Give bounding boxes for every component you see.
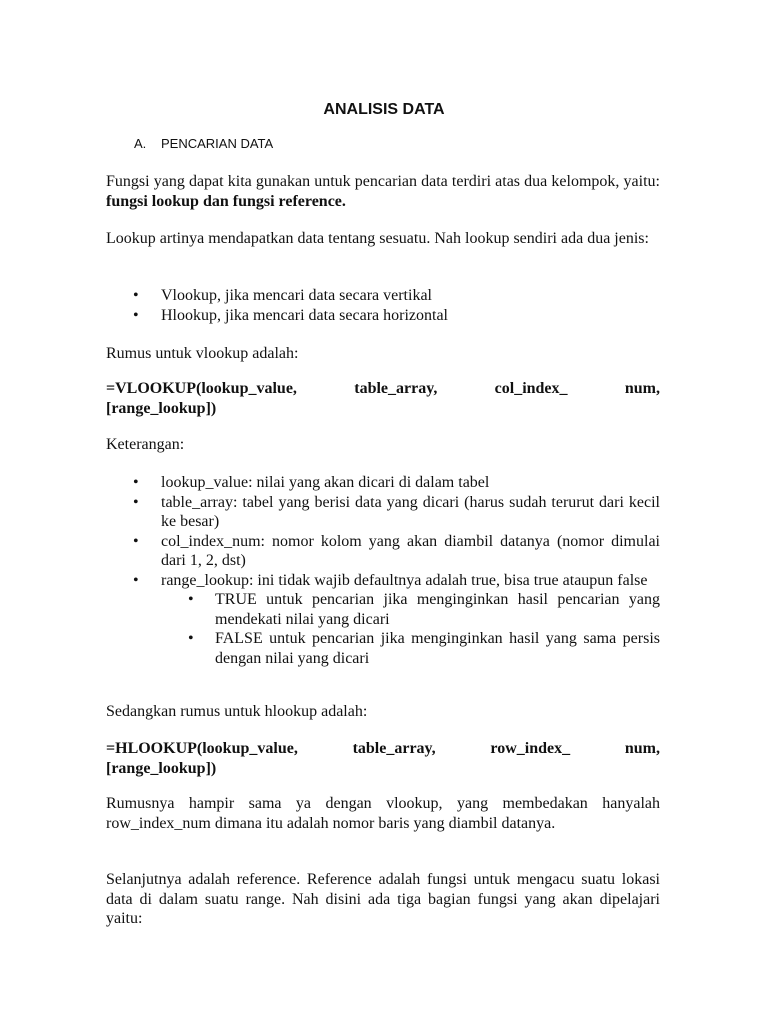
bullet-icon: • xyxy=(188,630,194,647)
keterangan-label: Keterangan: xyxy=(106,436,185,453)
list-item: • col_index_num: nomor kolom yang akan diambil datanya (nomor dimulai dari 1, 2, dst) xyxy=(133,532,660,569)
lookup-paragraph: Lookup artinya mendapatkan data tentang sesuatu. Nah lookup sendiri ada dua jenis: xyxy=(106,230,649,247)
vlookup-intro: Rumus untuk vlookup adalah: xyxy=(106,345,299,362)
bullet-icon: • xyxy=(188,591,194,608)
bullet-icon: • xyxy=(133,532,139,550)
list-item: • TRUE untuk pencarian jika menginginkan hasil pencarian yang mendekati nilai yang dicari xyxy=(188,591,660,628)
list-item: • Vlookup, jika mencari data secara vertikal xyxy=(133,287,432,304)
lookup-types-list xyxy=(106,286,660,325)
intro-text: Fungsi yang dapat kita gunakan untuk pencarian data terdiri atas dua kelompok, yaitu: xyxy=(106,173,660,190)
list-item: • FALSE untuk pencarian jika menginginkan hasil yang sama persis dengan nilai yang dicari xyxy=(188,630,660,667)
page-title: ANALISIS DATA xyxy=(323,101,445,118)
hlookup-formula: =HLOOKUP(lookup_value, table_array, row_index_ num, [range_lookup]) xyxy=(106,740,660,777)
section-marker: A. xyxy=(134,136,147,151)
list-item: • range_lookup: ini tidak wajib defaultnya adalah true, bisa true ataupun false • TRUE untuk pencarian jika menginginkan hasil pencarian yang mendekati nilai yang dicari • FALSE untuk pencarian jika menginginkan hasil yang sama persis dengan nilai yang dicari xyxy=(106,571,660,669)
vlookup-formula: =VLOOKUP(lookup_value, table_array, col_index_ num, [range_lookup]) xyxy=(106,380,660,417)
list-item: • table_array: tabel yang berisi data yang dicari (harus sudah terurut dari kecil ke besar) xyxy=(133,493,660,530)
bullet-icon: • xyxy=(133,493,139,511)
intro-bold-text: fungsi lookup dan fungsi reference. xyxy=(106,192,346,210)
range-options-list xyxy=(161,590,660,668)
section-heading xyxy=(134,135,273,153)
intro-paragraph xyxy=(106,172,660,211)
bullet-icon: • xyxy=(133,306,139,324)
section-heading-text: PENCARIAN DATA xyxy=(161,136,274,151)
list-item: • Hlookup, jika mencari data secara horizontal xyxy=(133,306,448,324)
bullet-icon: • xyxy=(133,287,139,304)
bullet-icon: • xyxy=(133,474,139,491)
bullet-icon: • xyxy=(133,571,139,589)
reference-paragraph: Selanjutnya adalah reference. Reference adalah fungsi untuk mengacu suatu lokasi data di dalam suatu range. Nah disini ada tiga bagian fungsi yang akan dipelajari yaitu: xyxy=(106,871,660,927)
list-item: • lookup_value: nilai yang akan dicari di dalam tabel xyxy=(133,474,490,491)
hlookup-intro: Sedangkan rumus untuk hlookup adalah: xyxy=(106,703,368,720)
hlookup-paragraph: Rumusnya hampir sama ya dengan vlookup, yang membedakan hanyalah row_index_num dimana itu adalah nomor baris yang diambil datanya. xyxy=(106,795,660,832)
keterangan-list xyxy=(106,473,660,668)
